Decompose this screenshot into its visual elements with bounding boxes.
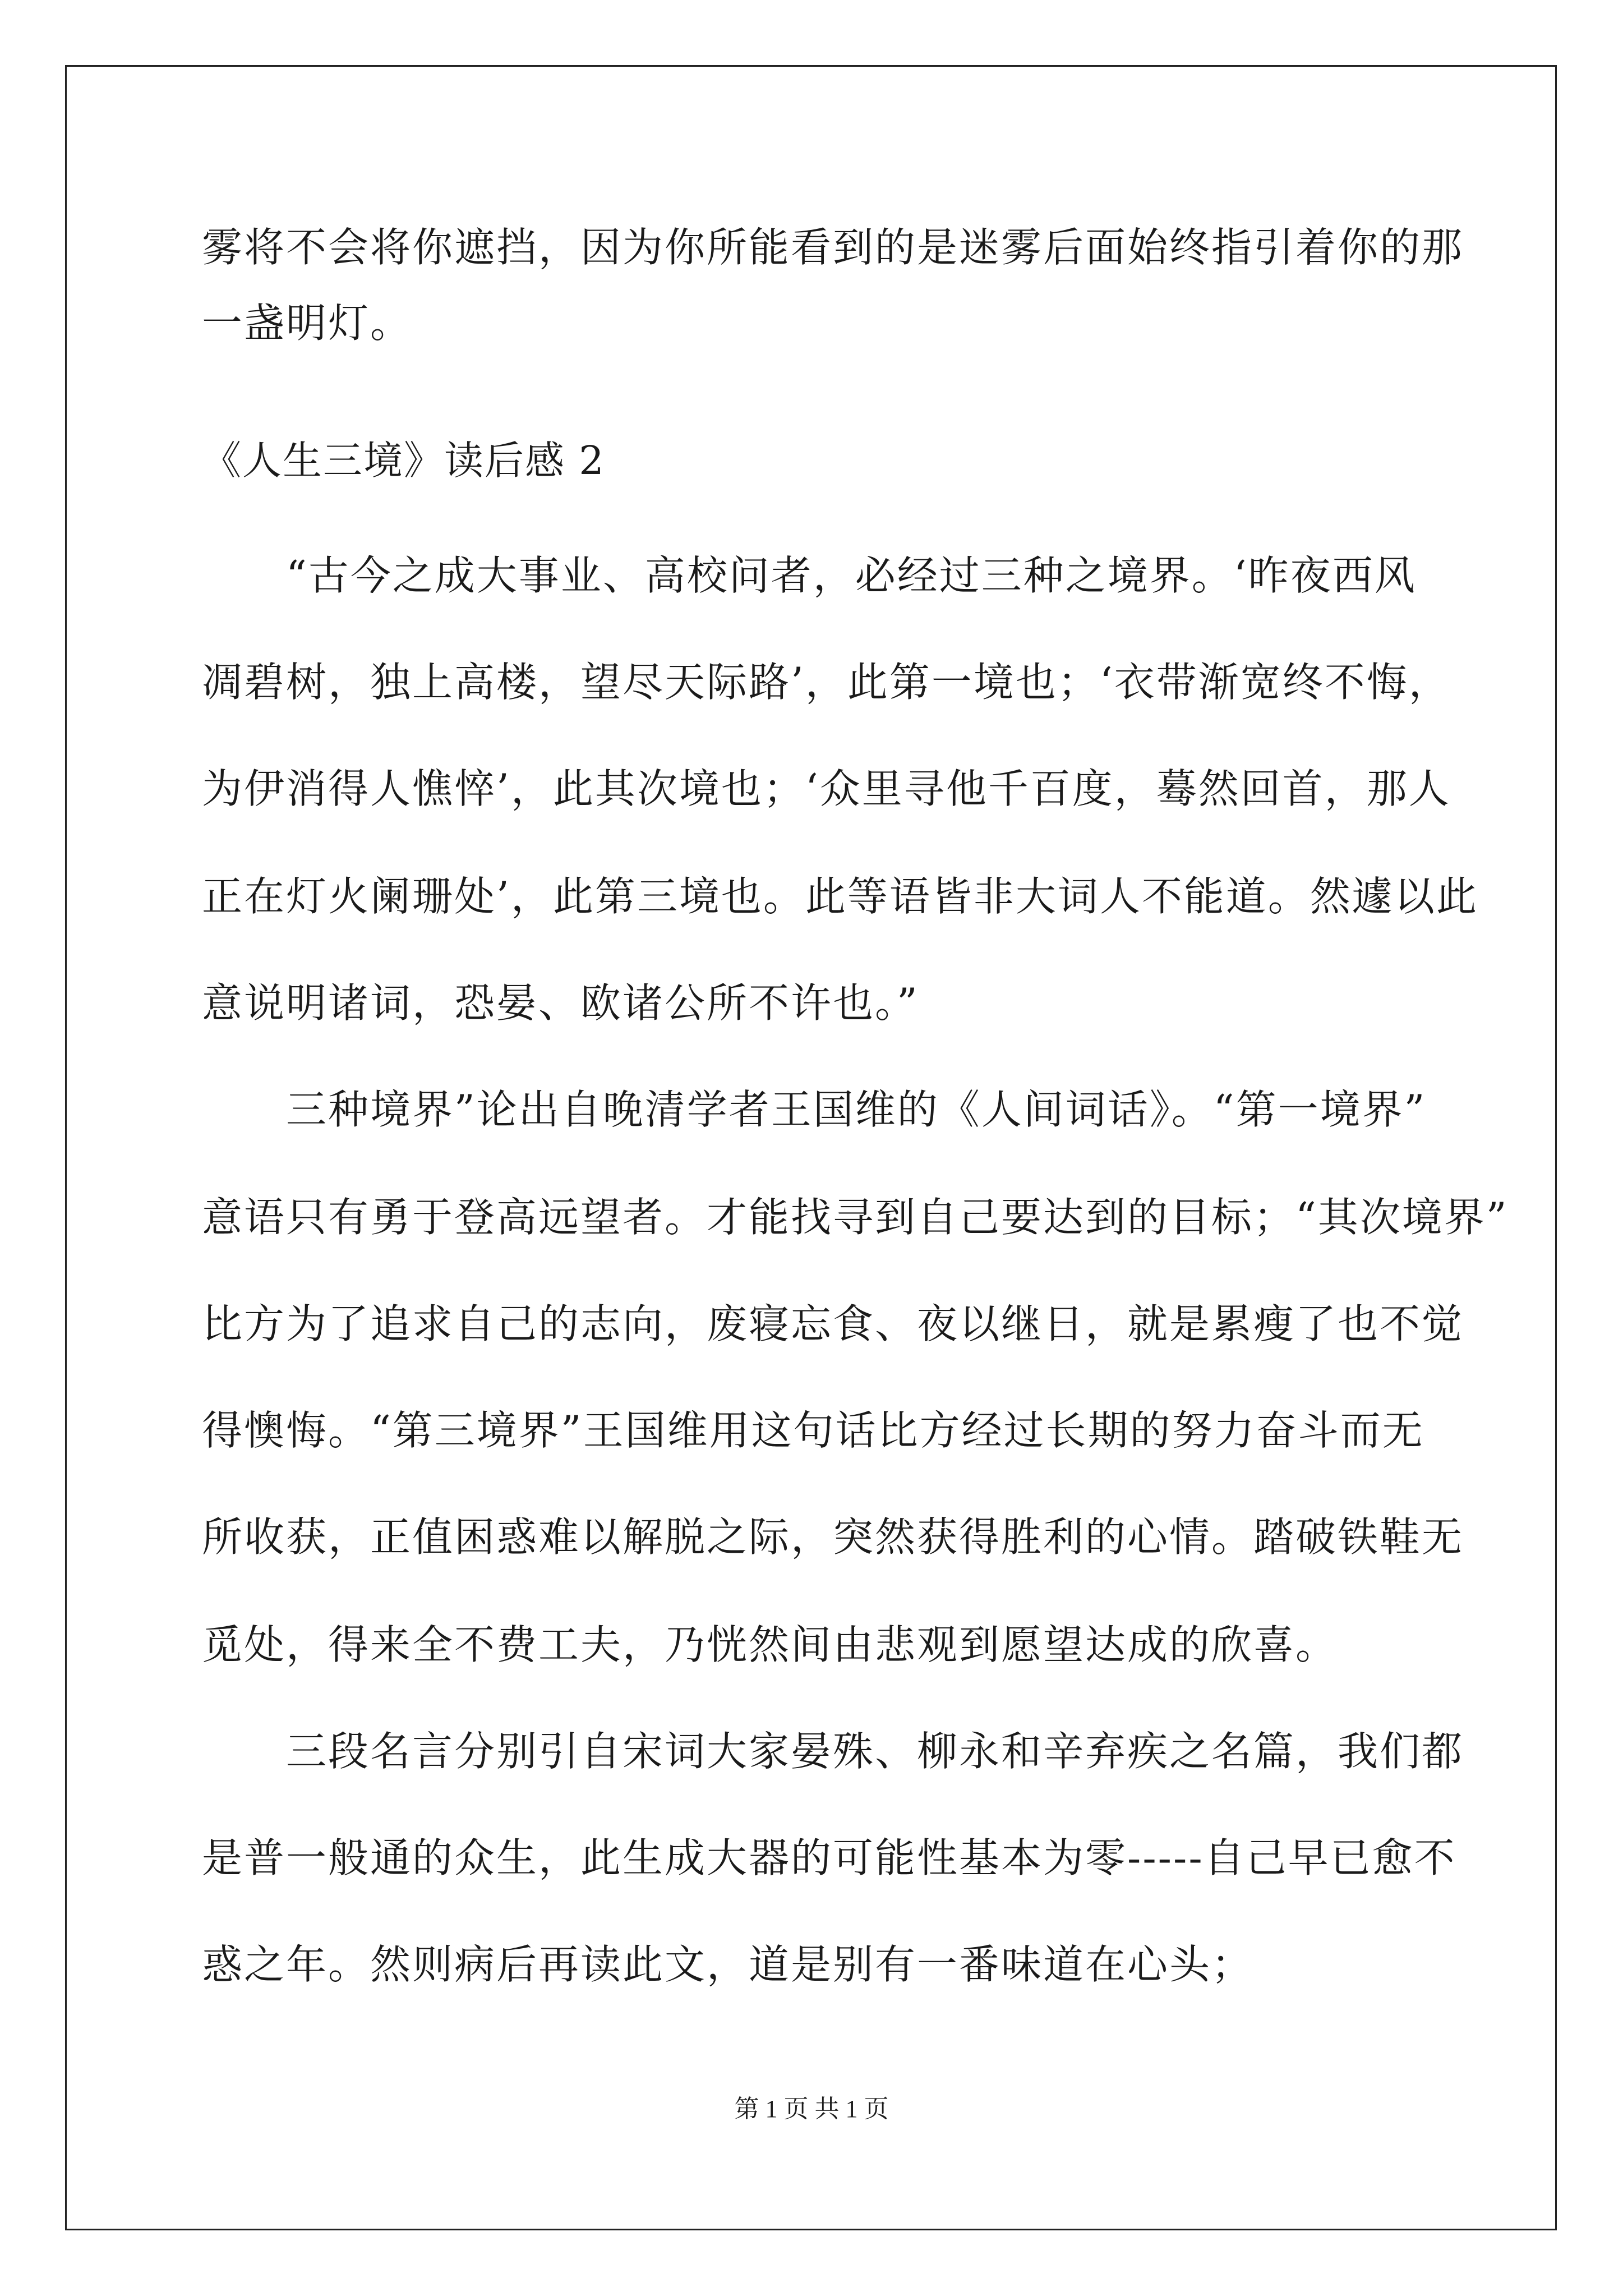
paragraph1-line-3: 为伊消得人憔悴’，此其次境也；‘众里寻他千百度，蓦然回首，那人: [202, 765, 1451, 812]
paragraph1-line-2: 凋碧树，独上高楼，望尽天际路’，此第一境也；‘衣带渐宽终不悔，: [202, 659, 1451, 706]
paragraph1-line-5: 意说明诸词，恐晏、欧诸公所不许也。”: [202, 979, 919, 1027]
page-border: [65, 65, 1557, 2230]
continuation-line-1: 雾将不会将你遮挡，因为你所能看到的是迷雾后面始终指引着你的那: [202, 224, 1464, 271]
paragraph3-line-1: 三段名言分别引自宋词大家晏殊、柳永和辛弃疾之名篇，我们都: [286, 1728, 1464, 1775]
paragraph2-line-4: 得懊悔。“第三境界”王国维用这句话比方经过长期的努力奋斗而无: [202, 1407, 1424, 1454]
section-title: 《人生三境》读后感 2: [202, 438, 605, 484]
paragraph1-line-4: 正在灯火阑珊处’，此第三境也。此等语皆非大词人不能道。然遽以此: [202, 873, 1478, 920]
paragraph2-line-6: 觅处，得来全不费工夫，乃恍然间由悲观到愿望达成的欣喜。: [202, 1621, 1338, 1668]
paragraph3-line-3: 惑之年。然则病后再读此文，道是别有一番味道在心头；: [202, 1941, 1254, 1988]
paragraph2-line-1: 三种境界”论出自晚清学者王国维的《人间词话》。“第一境界”: [286, 1086, 1427, 1133]
paragraph3-line-2: 是普一般通的众生，此生成大器的可能性基本为零-----自己早已愈不: [202, 1834, 1456, 1881]
paragraph2-line-3: 比方为了追求自己的志向，废寝忘食、夜以继日，就是累瘦了也不觉: [202, 1300, 1464, 1347]
paragraph1-line-1: “古今之成大事业、高校问者，必经过三种之境界。‘昨夜西风: [286, 552, 1417, 599]
paragraph2-line-2: 意语只有勇于登高远望者。才能找寻到自己要达到的目标；“其次境界”: [202, 1194, 1509, 1241]
page-number-footer: 第 1 页 共 1 页: [734, 2095, 889, 2123]
continuation-line-2: 一盏明灯。: [202, 300, 413, 347]
paragraph2-line-5: 所收获，正值困惑难以解脱之际，突然获得胜利的心情。踏破铁鞋无: [202, 1513, 1464, 1561]
